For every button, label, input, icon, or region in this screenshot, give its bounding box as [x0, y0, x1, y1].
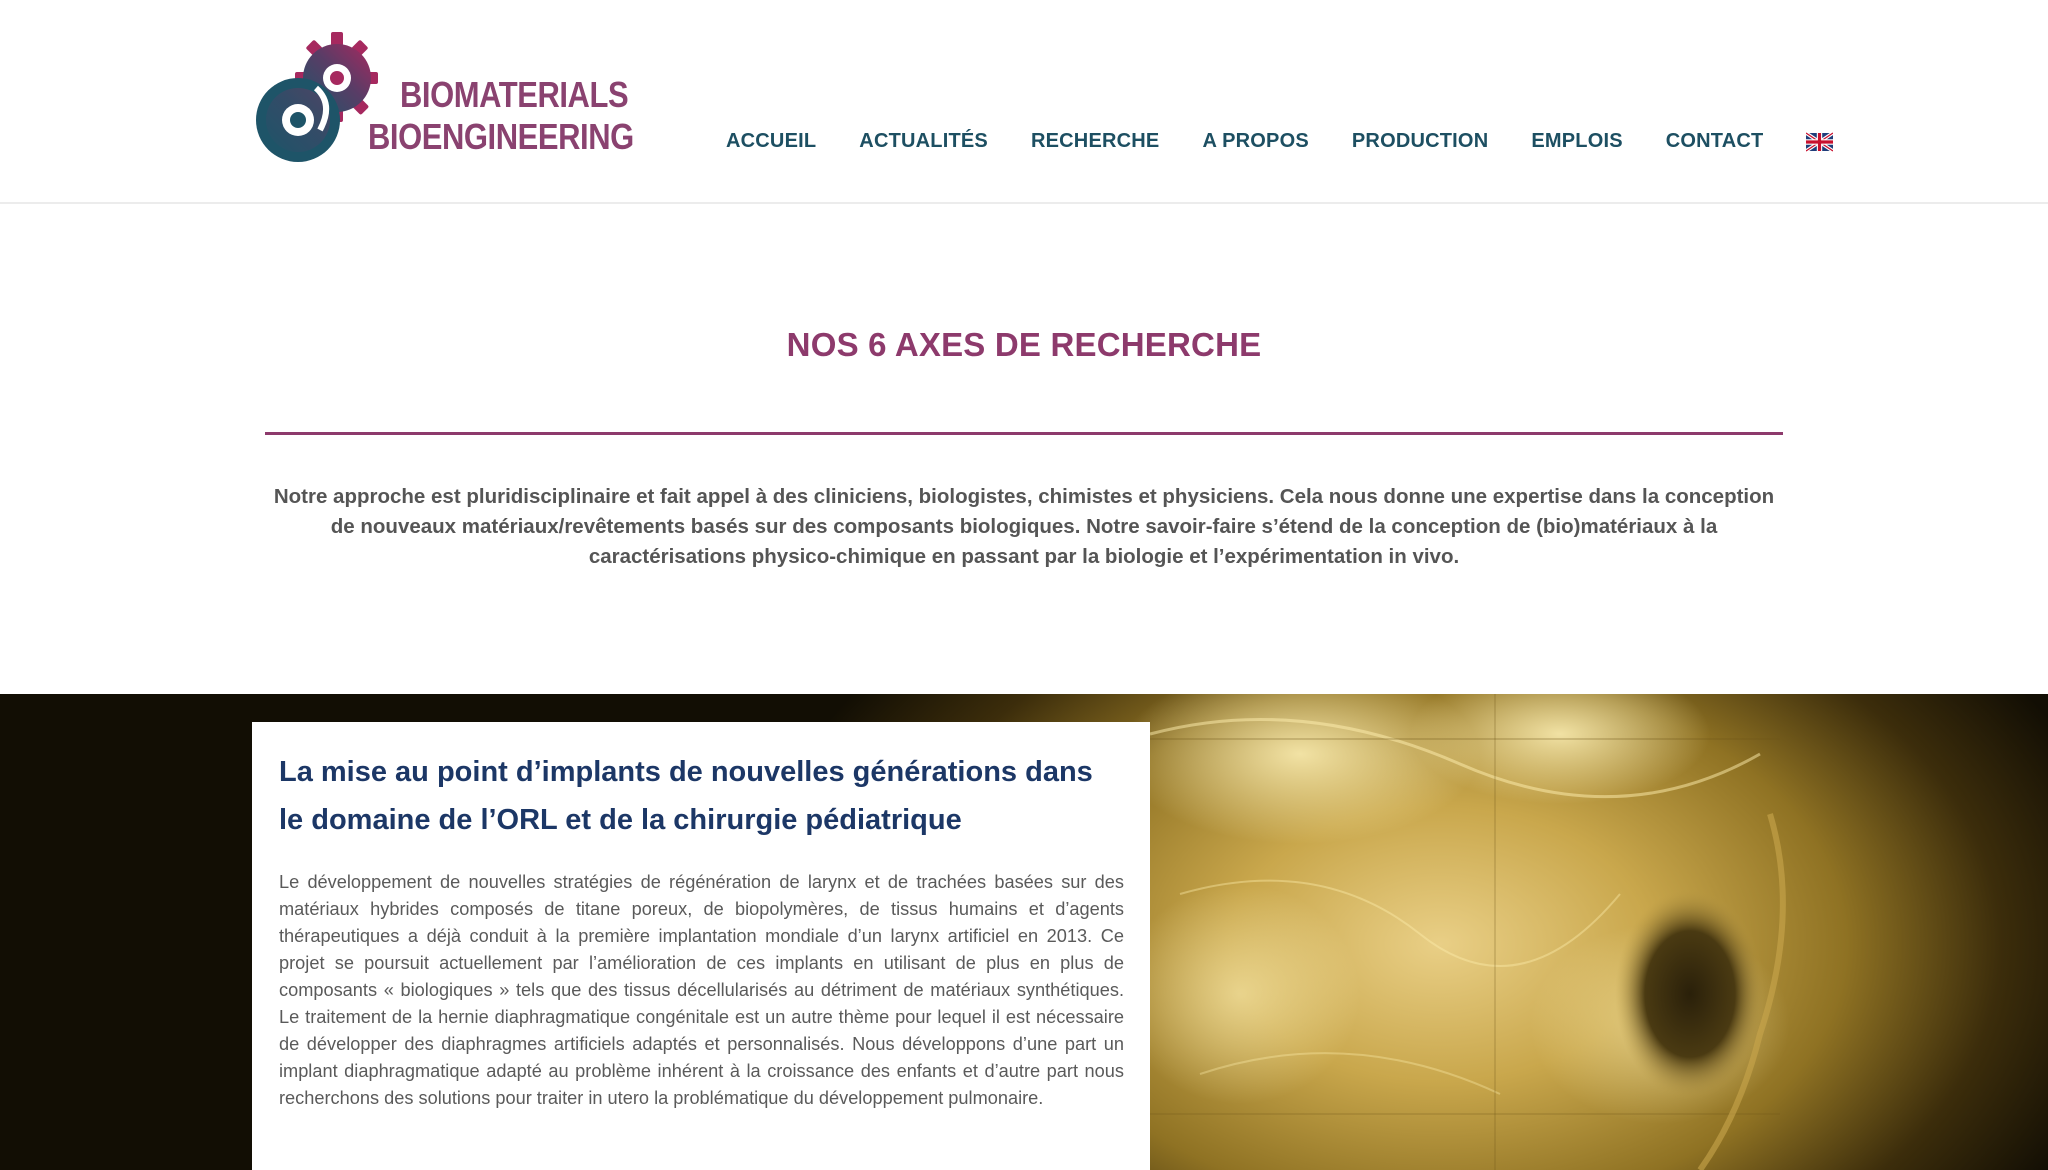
uk-flag-icon[interactable] — [1806, 132, 1833, 152]
logo-line-2: BIOENGINEERING — [368, 116, 634, 157]
nav-item-actualites[interactable]: ACTUALITÉS — [859, 129, 988, 152]
nav-item-accueil[interactable]: ACCUEIL — [726, 129, 817, 152]
nav-item-production[interactable]: PRODUCTION — [1351, 129, 1489, 152]
nav-item-contact[interactable]: CONTACT — [1665, 129, 1764, 152]
page-title: NOS 6 AXES DE RECHERCHE — [786, 326, 1262, 363]
feature-card — [252, 722, 1150, 1170]
nav-item-recherche[interactable]: RECHERCHE — [1030, 129, 1160, 152]
nav-item-a-propos[interactable]: A PROPOS — [1202, 129, 1309, 152]
intro-paragraph: Notre approche est pluridisciplinaire et fait appel à des cliniciens, biologistes, chimistes et physiciens. Cela nous donne une expertise dans la conception de nouveaux matériaux/revêtements basés sur des composants biologiques. Notre savoir-faire s’étend de la conception de (bio)matériaux à la caractérisations physico-chimique en passant par la biologie et l’expérimentation in vivo. — [273, 485, 1775, 568]
site-header — [0, 0, 2048, 204]
logo-line-1: BIOMATERIALS — [400, 74, 629, 115]
nav-item-emplois[interactable]: EMPLOIS — [1531, 129, 1623, 152]
site-logo[interactable] — [250, 30, 650, 170]
title-divider — [265, 432, 1783, 435]
main-nav — [726, 126, 1833, 156]
feature-body: Le développement de nouvelles stratégies de régénération de larynx et de trachées basées sur des matériaux hybrides composés de titane poreux, de biopolymères, de tissus humains et d’agents thérapeutiques a déjà conduit à la première implantation mondiale d’un larynx artificiel en 2013. Ce projet se poursuit actuellement par l’amélioration de ces implants en utilisant de plus en plus de composants « biologiques » tels que des tissus décellularisés au détriment de matériaux synthétiques. Le traitement de la hernie diaphragmatique congénitale est un autre thème pour lequel il est nécessaire de développer des diaphragmes artificiels adaptés et personnalisés. Nous développons d’une part un implant diaphragmatique adapté au problème inhérent à la croissance des enfants et d’autre part nous recherchons des solutions pour traiter in utero la problématique du développement pulmonaire. — [279, 872, 1124, 1108]
feature-title: La mise au point d’implants de nouvelles générations dans le domaine de l’ORL et de la chirurgie pédiatrique — [279, 756, 1093, 836]
